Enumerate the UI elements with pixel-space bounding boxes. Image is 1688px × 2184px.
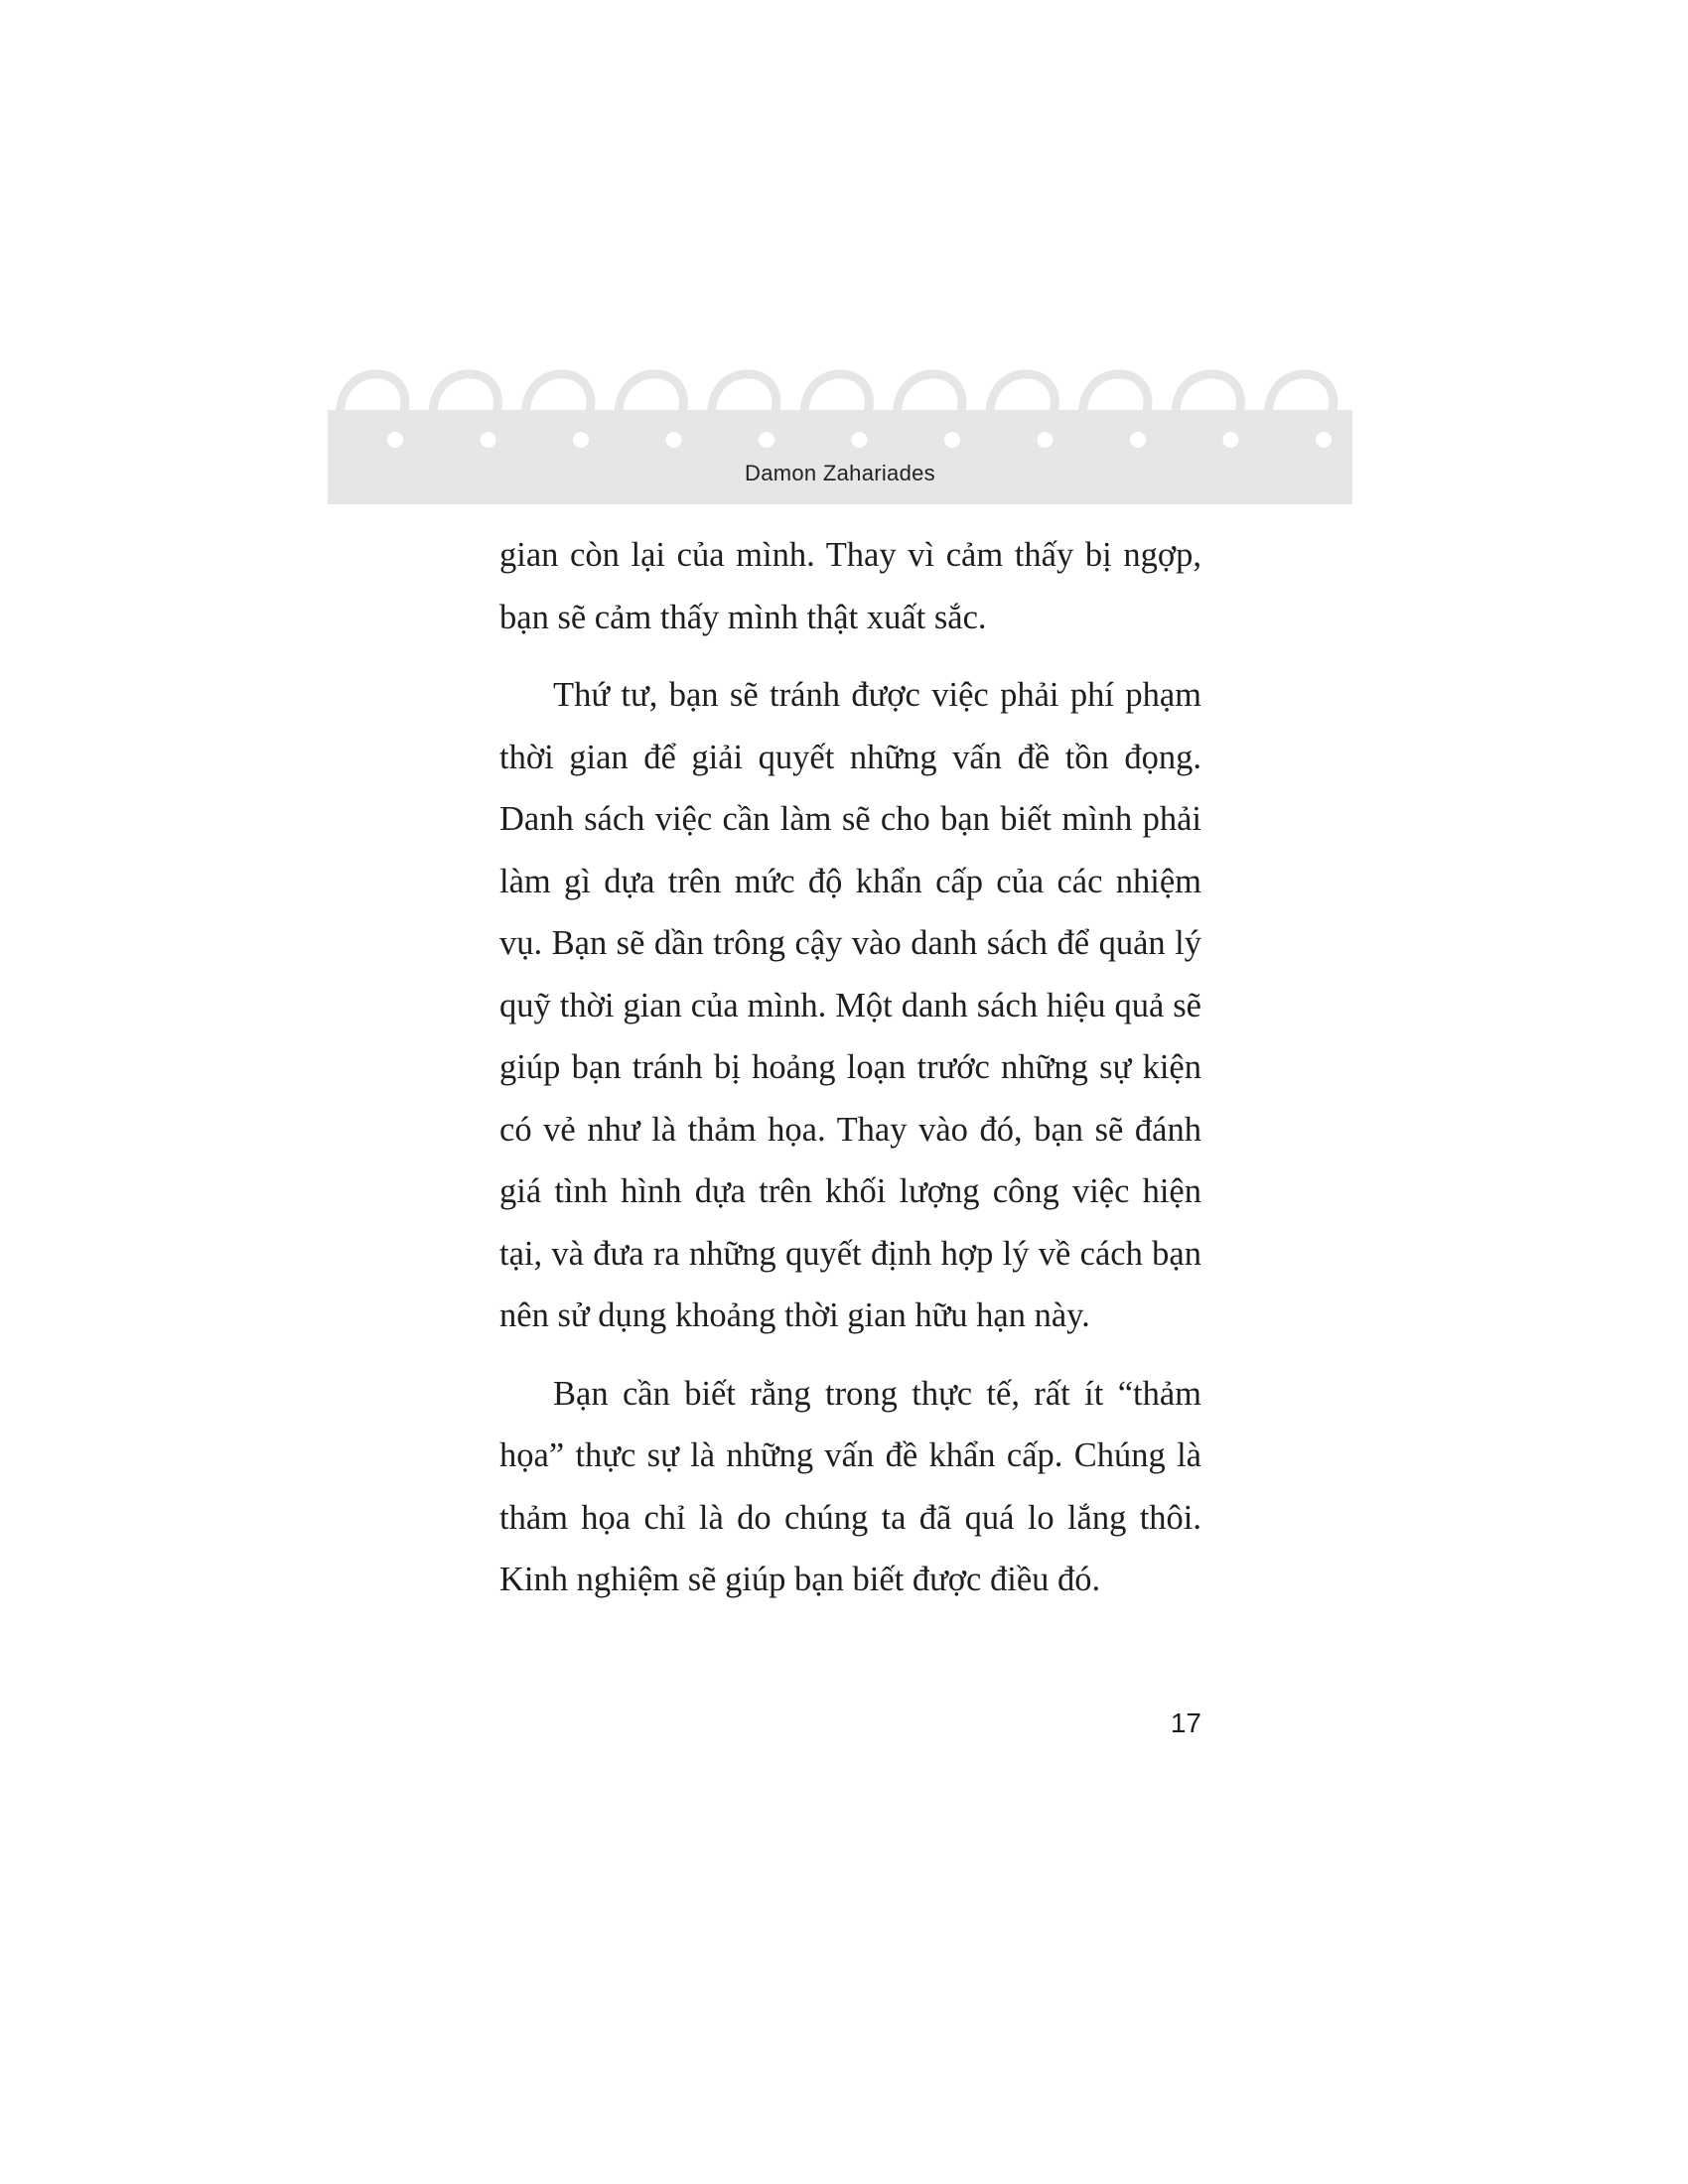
binding-hole-icon	[1130, 432, 1146, 448]
binding-ring-icon	[990, 374, 1055, 430]
binding-ring-icon	[1082, 374, 1148, 430]
paragraph: Thứ tư, bạn sẽ tránh được việc phải phí phạm thời gian để giải quyết những vấn đề tồn đọng. Danh sách việc cần làm sẽ cho bạn biết mình phải làm gì dựa trên mức độ khẩn cấp của các nhiệm vụ. Bạn sẽ dần trông cậy vào danh sách để quản lý quỹ thời gian của mình. Một danh sách hiệu quả sẽ giúp bạn tránh bị hoảng loạn trước những sự kiện có vẻ như là thảm họa. Thay vào đó, bạn sẽ đánh giá tình hình dựa trên khối lượng công việc hiện tại, và đưa ra những quyết định hợp lý về cách bạn nên sử dụng khoảng thời gian hữu hạn này.	[499, 676, 1201, 1334]
binding-ring-icon	[433, 374, 498, 430]
paragraph: gian còn lại của mình. Thay vì cảm thấy bị ngợp, bạn sẽ cảm thấy mình thật xuất sắc.	[499, 536, 1201, 636]
paragraph: Bạn cần biết rằng trong thực tế, rất ít “thảm họa” thực sự là những vấn đề khẩn cấp. Chúng là thảm họa chỉ là do chúng ta đã quá lo lắng thôi. Kinh nghiệm sẽ giúp bạn biết được điều đó.	[499, 1374, 1201, 1598]
binding-hole-icon	[759, 432, 774, 448]
binding-ring-icon	[1268, 374, 1334, 430]
binding-ring-icon	[804, 374, 870, 430]
binding-ring-icon	[897, 374, 962, 430]
spiral-binding-icon	[328, 360, 1352, 470]
binding-hole-icon	[1038, 432, 1054, 448]
page-number: 17	[1170, 1707, 1201, 1738]
binding-hole-icon	[481, 432, 496, 448]
running-head-author: Damon Zahariades	[745, 461, 935, 485]
binding-ring-icon	[1176, 374, 1241, 430]
binding-hole-icon	[852, 432, 868, 448]
binding-hole-icon	[573, 432, 589, 448]
binding-hole-icon	[666, 432, 682, 448]
binding-hole-icon	[1316, 432, 1332, 448]
binding-hole-icon	[944, 432, 960, 448]
binding-ring-icon	[525, 374, 591, 430]
binding-ring-icon	[340, 374, 405, 430]
binding-hole-icon	[1223, 432, 1239, 448]
body-text	[499, 524, 1201, 1611]
binding-ring-icon	[619, 374, 684, 430]
binding-ring-icon	[711, 374, 776, 430]
binding-hole-icon	[387, 432, 403, 448]
page-header	[328, 360, 1352, 504]
